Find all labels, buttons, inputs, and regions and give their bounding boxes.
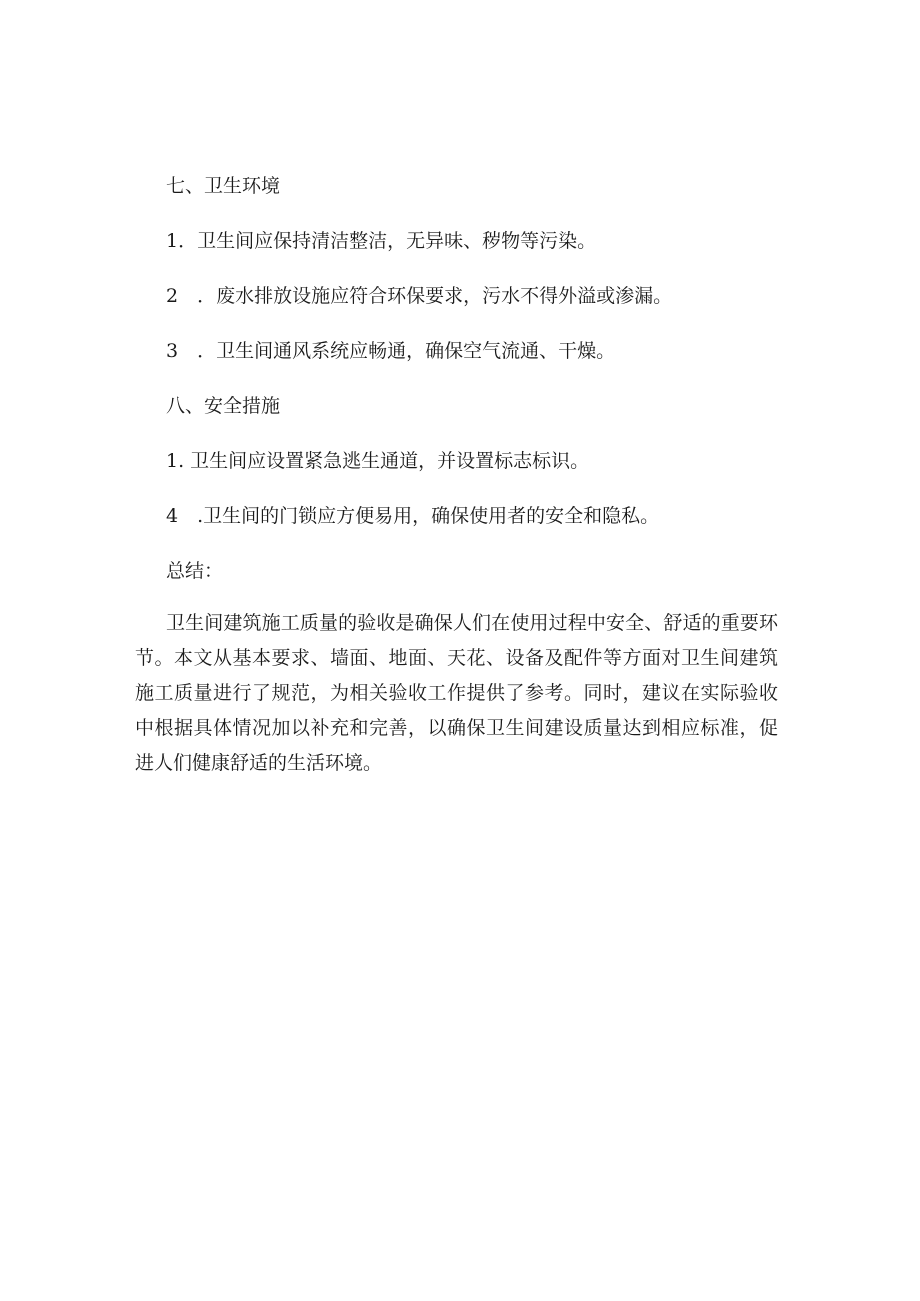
section-8-heading: 八、安全措施 bbox=[166, 395, 281, 417]
section-7-heading: 七、卫生环境 bbox=[166, 175, 281, 197]
section-8-item-2: 4 .卫生间的门锁应方便易用，确保使用者的安全和隐私。 bbox=[166, 505, 660, 527]
section-7-item-2: 2 ．废水排放设施应符合环保要求，污水不得外溢或渗漏。 bbox=[166, 285, 673, 307]
summary-heading: 总结： bbox=[166, 560, 224, 582]
section-7-item-1: 1．卫生间应保持清洁整洁，无异味、秽物等污染。 bbox=[166, 230, 597, 252]
section-7-item-3: 3 ．卫生间通风系统应畅通，确保空气流通、干燥。 bbox=[166, 340, 616, 362]
section-8-item-1: 1. 卫生间应设置紧急逃生通道，并设置标志标识。 bbox=[166, 450, 590, 472]
summary-paragraph: 卫生间建筑施工质量的验收是确保人们在使用过程中安全、舒适的重要环节。本文从基本要求、墙面、地面、天花、设备及配件等方面对卫生间建筑施工质量进行了规范，为相关验收工作提供了参考。同时，建议在实际验收中根据具体情况加以补充和完善，以确保卫生间建设质量达到相应标准，促进人们健康舒适的生活环境。 bbox=[135, 612, 778, 774]
